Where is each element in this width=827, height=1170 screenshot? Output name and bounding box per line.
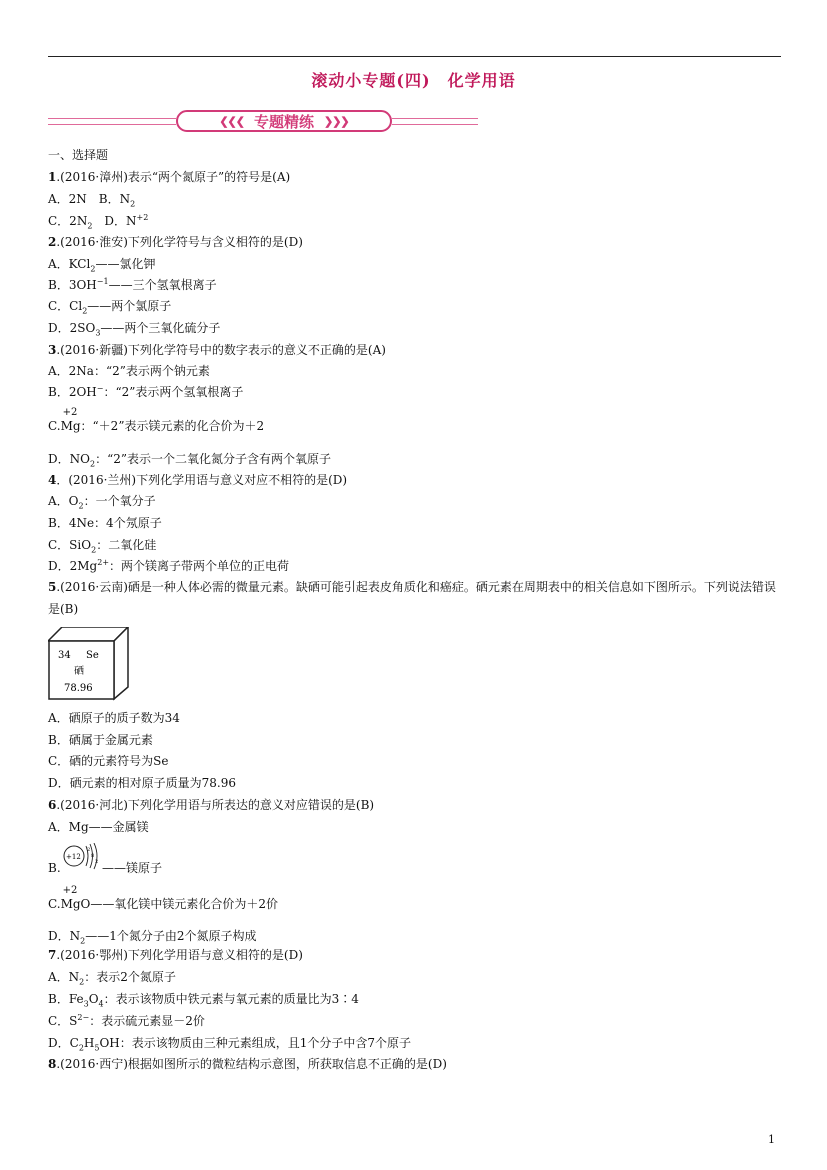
q5-option-b: B．硒属于金属元素 (48, 733, 153, 747)
element-name: 硒 (74, 666, 84, 677)
question-4: 4．(2016·兰州)下列化学用语与意义对应不相符的是(D) (48, 473, 348, 487)
element-symbol: Se (86, 650, 99, 661)
q4-option-c: C．SiO$_2$：二氧化硅 (48, 538, 157, 555)
periodic-cell-selenium (48, 627, 130, 701)
right-chevrons-icon: ❯❯❯ (324, 114, 349, 128)
q5-option-a: A．硒原子的质子数为34 (48, 711, 180, 725)
q4-option-a: A．$O_2$：一个氧分子 (48, 494, 156, 511)
q6-option-d: D．$N_2——1$个氮分子由2个氮原子构成 (48, 929, 257, 946)
question-2: 2.(2016·淮安)下列化学符号与含义相符的是(D) (48, 235, 303, 249)
question-8: 8.(2016·西宁)根据如图所示的微粒结构示意图，所获取信息不正确的是(D) (48, 1057, 447, 1071)
banner-label: 专题精练 (253, 112, 314, 131)
question-1: 1.(2016·漳州)表示“两个氮原子”的符号是(A) (48, 170, 291, 184)
q5-option-d: D．硒元素的相对原子质量为78.96 (48, 776, 236, 790)
atomic-mass: 78.96 (64, 683, 93, 694)
q6-option-c: C. +2 MgO——氧化镁中镁元素化合价为＋2价 (48, 885, 279, 911)
header-rule (48, 56, 781, 57)
banner-pill (176, 110, 392, 132)
q2-option-b: B．$3OH^{-1}——$三个氢氧根离子 (48, 277, 217, 292)
question-6: 6.(2016·河北)下列化学用语与所表达的意义对应错误的是(B) (48, 798, 375, 812)
q2-option-a: A．KCl$_2$——氯化钾 (48, 257, 156, 274)
atomic-number: 34 (58, 650, 71, 661)
question-5: 5.(2016·云南)硒是一种人体必需的微量元素。缺硒可能引起表皮角质化和癌症。硒元素在周期表中的相关信息如下图所示。下列说法错误是(B) (48, 580, 776, 616)
q3-option-a: A．2Na：“2”表示两个钠元素 (48, 364, 210, 378)
q4-option-d: D．$2Mg^{2+}$：两个镁离子带两个单位的正电荷 (48, 558, 290, 573)
q7-option-a: A．$N_2$：表示2个氮原子 (48, 970, 176, 987)
left-chevrons-icon: ❮❮❮ (219, 114, 244, 128)
q7-option-d: D．$C_2H_5OH$：表示该物质由三种元素组成，且1个分子中含7个原子 (48, 1036, 412, 1053)
shell-1-count: 2 (87, 847, 91, 853)
q6-option-b: ——镁原子 (102, 861, 163, 875)
q2-option-d: D．$2SO_3——$两个三氧化硫分子 (48, 321, 221, 338)
q7-option-c: C．$S^{2-}$：表示硫元素显－2价 (48, 1013, 205, 1028)
section-banner (48, 108, 478, 134)
page-title: 滚动小专题(四) 化学用语 (311, 71, 516, 90)
page-number: 1 (768, 1133, 775, 1146)
shell-3-count: 2 (95, 859, 99, 865)
section-heading: 一、选择题 (48, 148, 109, 162)
q1-options-cd: C．$2N_2$ D．$N^{+2}$ (48, 213, 149, 231)
q6-option-a: A．Mg——金属镁 (48, 820, 149, 834)
q3-option-b: B．2OH−：“2”表示两个氢氧根离子 (48, 384, 244, 399)
nucleus-charge: +12 (66, 853, 81, 861)
q4-option-b: B．4Ne：4个氖原子 (48, 516, 162, 530)
q6-option-b-label: B. (48, 861, 61, 875)
magnesium-atom-diagram (62, 843, 102, 873)
q2-option-c: C．$Cl_2——$两个氯原子 (48, 299, 172, 316)
question-3: 3.(2016·新疆)下列化学符号中的数字表示的意义不正确的是(A) (48, 343, 386, 357)
q3-option-c: C. +2 Mg：“＋2”表示镁元素的化合价为＋2 (48, 407, 265, 433)
q1-options-ab: A．2N B．$N_2$ (48, 192, 136, 209)
q5-option-c: C．硒的元素符号为Se (48, 754, 169, 768)
q3-option-d: D．$NO_2$：“2”表示一个二氧化氮分子含有两个氧原子 (48, 452, 331, 469)
q7-option-b: B．$Fe_3O_4$：表示该物质中铁元素与氧元素的质量比为3∶4 (48, 992, 359, 1009)
question-7: 7.(2016·鄂州)下列化学用语与意义相符的是(D) (48, 948, 303, 962)
shell-2-count: 8 (91, 853, 95, 859)
